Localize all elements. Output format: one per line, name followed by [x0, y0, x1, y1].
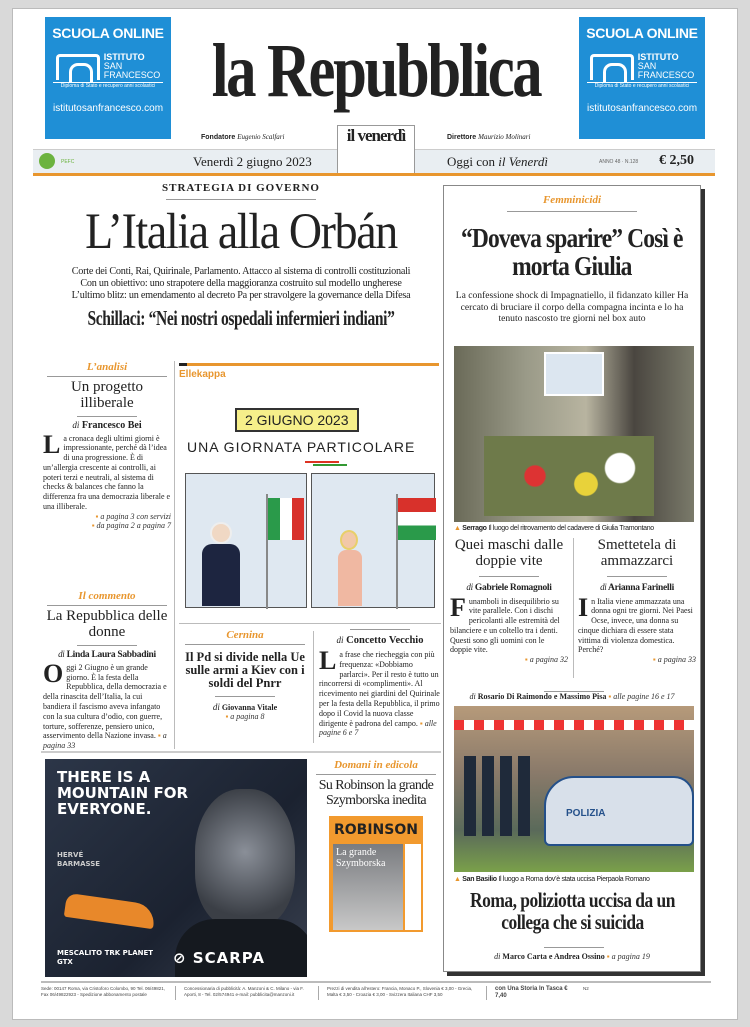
- memorial-portrait: [544, 352, 604, 396]
- cartoon[interactable]: [179, 363, 439, 615]
- police-photo-caption: [454, 876, 650, 883]
- lead-story[interactable]: [41, 183, 441, 343]
- divider: [47, 605, 167, 606]
- by-label: di: [494, 952, 501, 961]
- cartoon-panel-left: [185, 473, 307, 608]
- feature-kicker: Femminicidi: [542, 194, 602, 206]
- comment-title[interactable]: La Repubblica delle donne: [46, 608, 168, 641]
- cartoon-panel-right: [311, 473, 435, 608]
- figure-head: [340, 530, 358, 550]
- footer: [41, 986, 711, 1000]
- by-label: di: [600, 581, 607, 592]
- secondary-headline[interactable]: Schillaci: “Nei nostri ospedali infermieri indiani”: [87, 305, 395, 330]
- author: Francesco Bei: [81, 419, 142, 431]
- deck-line: Con un obiettivo: uno strapotere della maggioranza costruito sul modello ungherese: [80, 277, 402, 289]
- by-label: di: [336, 635, 344, 645]
- footer-bundle: con Una Storia In Tasca € 7,40: [495, 986, 568, 999]
- author: Arianna Farinelli: [608, 582, 674, 593]
- body-text: a cronaca degli ultimi giorni è impressionante, perché dà l’idea di una progressione. È di un’allergia crescente ai controlli, ai poteri terzi e neutrali, al sistema di checks & balances che fanno la differenza fra una democrazia liberale e una illiberale.: [43, 433, 171, 512]
- divider: [507, 211, 637, 212]
- crime-scene-photo[interactable]: [454, 346, 694, 522]
- robinson-promo[interactable]: [311, 759, 441, 932]
- by-label: di: [212, 702, 220, 713]
- caption-text: Il luogo del ritrovamento del cadavere di Giulia Tramontano: [488, 525, 654, 532]
- col-body: [450, 592, 568, 656]
- divider: [166, 199, 316, 200]
- brand-line: FRANCESCO: [637, 70, 695, 80]
- feature-col2[interactable]: [578, 538, 696, 664]
- column-divider: [313, 631, 314, 743]
- deck-line: Corte dei Conti, Rai, Quirinale, Parlamento. Attacco al sistema di controlli costituzionali: [71, 265, 411, 277]
- athlete-name: HERVÉ BARMASSE: [57, 851, 101, 868]
- divider: [47, 376, 167, 377]
- police-tape: [454, 720, 694, 730]
- body-text: n Italia viene ammazzata una donna ogni tre giorni. Nei Paesi Ocse, invece, una donna su cinque dichiara di essere stata vittima di violenza domestica. Perché?: [578, 596, 693, 655]
- feature-box: [443, 185, 701, 972]
- page-ref[interactable]: ▪ alle pagine 6 e 7: [319, 719, 437, 738]
- director-name: Maurizio Molinari: [478, 133, 531, 141]
- brand-line: ISTITUTO: [103, 52, 145, 62]
- comment-article[interactable]: [43, 590, 171, 751]
- page-ref[interactable]: ▪ a pagina 33: [578, 655, 696, 664]
- analysis-byline: [43, 420, 171, 431]
- founder-line: [201, 133, 284, 141]
- analysis-title[interactable]: Un progetto illiberale: [70, 379, 144, 411]
- figure-body: [338, 550, 362, 606]
- lead-headline[interactable]: L’Italia alla Orbán: [85, 203, 397, 260]
- scarpa-logo: ⊘ SCARPA: [173, 949, 265, 967]
- col-title[interactable]: Quei maschi dalle doppie vite: [454, 537, 564, 569]
- cover-title: La grande Szymborska: [336, 847, 386, 870]
- issue-date: Venerdì 2 giugno 2023: [193, 154, 312, 169]
- footer-rule: [41, 981, 711, 983]
- caption-text: Il luogo a Roma dov’è stata uccisa Pierpaola Romano: [498, 876, 650, 883]
- body-text: a frase che riecheggia con più frequenza: «Dobbiamo parlarci». Per il resto è tutto un rincorrersi di «complimenti». Al ricevimento nei giardini del Quirinale per la festa della Repubblica, il primo dopo il Covid la nuova classe dirigente è padrona del campo.: [319, 650, 440, 728]
- today-with-title: il Venerdì: [498, 154, 548, 169]
- lead-kicker: STRATEGIA DI GOVERNO: [162, 182, 320, 194]
- by-label: di: [58, 648, 65, 659]
- divider: [607, 576, 667, 577]
- cover-sidebar: [405, 844, 421, 930]
- page-ref[interactable]: ▪ a pagina 8: [181, 712, 309, 721]
- authors: Marco Carta e Andrea Ossino: [502, 952, 605, 961]
- author: Gabriele Romagnoli: [474, 582, 552, 593]
- cartoon-caption: UNA GIORNATA PARTICOLARE: [187, 439, 416, 455]
- column-divider: [174, 361, 175, 749]
- by-label: di: [72, 419, 80, 430]
- italian-flag: [268, 498, 304, 540]
- by-label: di: [469, 692, 476, 701]
- brand-line: SAN: [637, 61, 657, 71]
- ad-title: SCUOLA ONLINE: [52, 25, 164, 41]
- comment-kicker: Il commento: [78, 590, 136, 603]
- drop-cap: O: [43, 658, 64, 688]
- cernina-article[interactable]: [181, 629, 309, 721]
- flowers: [484, 436, 654, 516]
- caption-place: Serrago: [462, 525, 487, 532]
- pefc-label: PEFC: [61, 159, 75, 165]
- founder-name: Eugenio Scalfari: [237, 133, 285, 141]
- divider: [316, 774, 436, 775]
- cernina-byline: [181, 702, 309, 712]
- col-byline: [450, 582, 568, 593]
- page-ref[interactable]: ▪ alle pagine 16 e 17: [608, 692, 674, 701]
- lead-deck: [41, 266, 441, 302]
- founder-label: Fondatore: [201, 134, 236, 141]
- feature-byline: [444, 692, 700, 701]
- shoe-image: [64, 893, 156, 929]
- comment-body: [43, 658, 171, 751]
- cernina-kicker: Cernina: [226, 629, 264, 641]
- ad-headline: THERE IS A MOUNTAIN FOR EVERYONE.: [57, 768, 188, 818]
- by-label: di: [466, 581, 473, 592]
- analysis-body: [43, 429, 171, 512]
- ad-tagline: Diploma di Stato e recupero anni scolastici: [53, 82, 163, 89]
- price: € 2,50: [659, 153, 694, 168]
- police-photo[interactable]: [454, 706, 694, 872]
- drop-cap: L: [43, 429, 61, 459]
- analysis-article[interactable]: [43, 361, 171, 530]
- deck-line: L’ultimo blitz: un emendamento al decreto Pa per stravolgere la governance della Difesa: [71, 289, 411, 301]
- footer-address: Sede: 00147 Roma, via Cristoforo Colombo, 90 Tel. 06/49821, Fax 06/49822923 - Spedizione abbonamento postale: [41, 986, 176, 1000]
- front-page: [12, 8, 738, 1020]
- director-line: [447, 133, 530, 141]
- robinson-title[interactable]: Su Robinson la grande Szymborska inedita: [318, 778, 434, 808]
- ad-website: istitutosanfrancesco.com: [52, 103, 164, 114]
- col-body: [578, 592, 696, 656]
- scarpa-ad[interactable]: [45, 759, 307, 977]
- police-car: [544, 776, 694, 846]
- left-column: [43, 361, 171, 751]
- col-title[interactable]: Smettetela di ammazzarci: [597, 537, 677, 569]
- footer-prices: Prezzi di vendita all’estero: Francia, Monaco P., Slovenia € 3,00 - Grecia, Malta € 3,50 - Croazia € 3,00 - Svizzera Italiana CHF 3,50: [327, 986, 487, 1000]
- ad-tagline: Diploma di Stato e recupero anni scolastici: [587, 82, 697, 89]
- today-with: [447, 154, 548, 170]
- police-headline[interactable]: Roma, poliziotta uccisa da un collega che si suicida: [470, 888, 675, 935]
- divider: [350, 629, 410, 630]
- page-ref[interactable]: ▪ a pagina 19: [607, 952, 650, 961]
- divider: [41, 751, 441, 753]
- cernina-title[interactable]: Il Pd si divide nella Ue sulle armi a Kiev con i soldi del Pnrr: [185, 650, 305, 691]
- cover-brand: ROBINSON: [334, 822, 418, 839]
- tricolor-underline: [305, 461, 339, 463]
- divider: [544, 947, 604, 948]
- cartoon-sign: 2 GIUGNO 2023: [235, 408, 359, 432]
- drop-cap: L: [319, 646, 337, 675]
- drop-cap: I: [578, 592, 589, 622]
- author: Concetto Vecchio: [346, 635, 424, 646]
- page-ref[interactable]: ▪ da pagina 2 a pagina 7: [43, 521, 171, 530]
- page-ref[interactable]: ▪ a pagina 33: [43, 731, 167, 750]
- feature-col1[interactable]: [450, 538, 568, 664]
- page-ref[interactable]: ▪ a pagina 3 con servizi: [43, 512, 171, 521]
- feature-headline[interactable]: “Doveva sparire” Così è morta Giulia: [460, 223, 683, 282]
- vecchio-byline: [319, 635, 441, 646]
- vecchio-article[interactable]: [319, 629, 441, 738]
- figure-body: [202, 544, 240, 606]
- masthead-title[interactable]: la Repubblica: [211, 29, 541, 113]
- ad-website: istitutosanfrancesco.com: [586, 103, 698, 114]
- footer-page: N2: [583, 986, 589, 991]
- cartoon-author: Ellekappa: [179, 369, 226, 380]
- caption-arrow-icon: ▲: [454, 876, 461, 883]
- athlete-shoulders: [175, 919, 307, 977]
- today-with-label: Oggi con: [447, 154, 496, 169]
- body-text: unamboli in disequilibrio su vite parallele. Con i dischi pericolanti alle estremità del bilanciere e un coltello tra i denti. Questi sono gli uomini con le doppie vite.: [450, 596, 560, 655]
- divider: [77, 416, 137, 417]
- arch-icon: [56, 54, 100, 80]
- brand-line: FRANCESCO: [103, 70, 161, 80]
- product-name: MESCALITO TRK PLANET GTX: [57, 949, 154, 966]
- brand: SCARPA: [192, 949, 265, 967]
- brand-line: ISTITUTO: [637, 52, 679, 62]
- comment-byline: [43, 649, 171, 660]
- car-text: POLIZIA: [566, 808, 606, 819]
- orange-rule: [33, 173, 715, 176]
- analysis-kicker: L’analisi: [86, 361, 128, 373]
- pefc-icon: [39, 153, 55, 169]
- cartoon-rule: [179, 363, 439, 366]
- author: Linda Laura Sabbadini: [66, 649, 156, 660]
- authors: Rosario Di Raimondo e Massimo Pisa: [477, 692, 607, 701]
- brand-line: SAN: [103, 61, 123, 71]
- lead-headline-row: [41, 203, 441, 260]
- figure-head: [210, 522, 232, 544]
- divider: [185, 644, 305, 645]
- footer-advertising: Concessionaria di pubblicità: A. Manzoni & C. Milano - via F. Aporti, 8 - Tel. 02/574941 e-mail: pubblicita@manzoni.it: [184, 986, 319, 1000]
- hungarian-flag: [398, 498, 436, 540]
- caption-place: San Basilio: [462, 876, 497, 883]
- feature-deck: La confessione shock di Impagnatiello, il fidanzato killer Ha cercato di bruciare il corpo della compagna incinta e lo ha tenuto nascosto tre giorni nel box auto: [455, 290, 689, 324]
- body-text: ggi 2 Giugno è un grande giorno. È la festa della Repubblica, della democrazia e della rinascita dell’Italia, la cui bandiera il fascismo aveva infangato con la sua cultura d’odio, con guerre, torture, sofferenze, pensiero unico, asservimento della Nazione invasa.: [43, 662, 167, 741]
- divider: [479, 576, 539, 577]
- drop-cap: F: [450, 592, 466, 622]
- athlete-portrait: [195, 789, 295, 929]
- vecchio-body: [319, 646, 441, 738]
- col-byline: [578, 582, 696, 593]
- il-venerdi-logo[interactable]: il venerdì: [337, 125, 415, 173]
- price-note: ANNO 48 · N.128: [599, 159, 639, 165]
- divider: [179, 623, 441, 624]
- ad-title: SCUOLA ONLINE: [586, 25, 698, 41]
- divider: [215, 696, 275, 697]
- photo-caption: [454, 525, 654, 532]
- column-divider: [573, 538, 574, 678]
- page-ref[interactable]: ▪ a pagina 32: [450, 655, 568, 664]
- officers: [464, 756, 534, 836]
- caption-arrow-icon: ▲: [454, 525, 461, 532]
- divider: [77, 645, 137, 646]
- robinson-cover[interactable]: [329, 816, 423, 932]
- author: Giovanna Vitale: [221, 703, 278, 713]
- director-label: Direttore: [447, 134, 477, 141]
- robinson-kicker: Domani in edicola: [334, 759, 418, 771]
- police-byline: [444, 952, 700, 961]
- cover-photo: [333, 844, 403, 930]
- secondary-headline-row: [41, 307, 441, 331]
